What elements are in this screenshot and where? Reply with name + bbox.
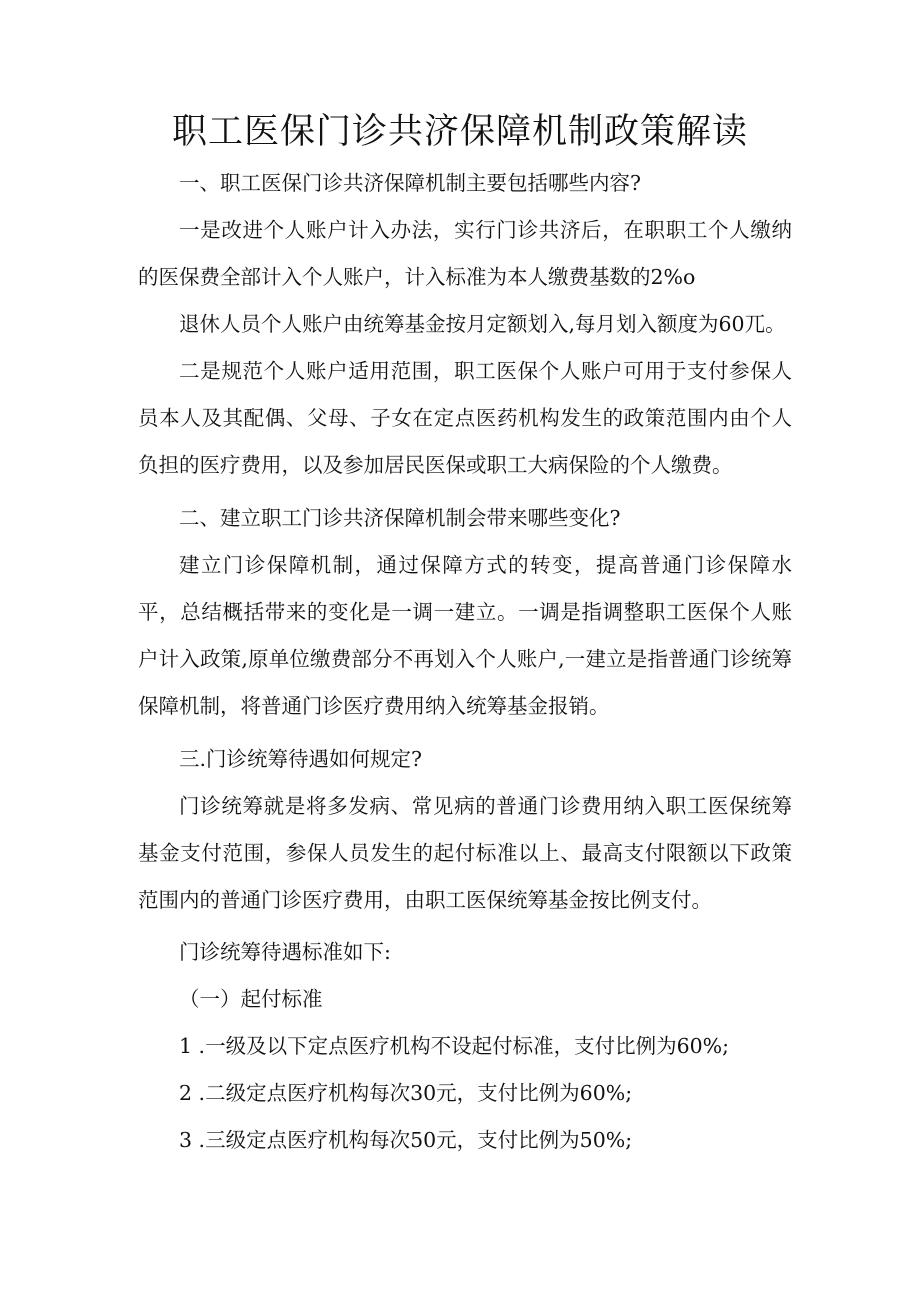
paragraph-standards-intro: 门诊统筹待遇标准如下:	[179, 940, 391, 964]
paragraph-outpatient-pooling: 门诊统筹就是将多发病、常见病的普通门诊费用纳入职工医保统筹基金支付范围，参保人员发生的起付标准以上、最高支付限额以下政策范围内的普通门诊医疗费用，由职工医保统筹基金按比例支付。	[138, 794, 792, 912]
question-1-heading: 一、职工医保门诊共济保障机制主要包括哪些内容?	[179, 171, 641, 195]
document-title: 职工医保门诊共济保障机制政策解读	[171, 112, 748, 152]
paragraph-changes: 建立门诊保障机制，通过保障方式的转变，提高普通门诊保障水平，总结概括带来的变化是一调一建立。一调是指调整职工医保个人账户计入政策,原单位缴费部分不再划入个人账户,一建立是指普通门诊统筹保障机制，将普通门诊医疗费用纳入统筹基金报销。	[138, 553, 792, 718]
section-deductible-heading: （一）起付标准	[179, 987, 323, 1011]
paragraph-retiree-account: 退休人员个人账户由统筹基金按月定额划入,每月划入额度为60兀。	[179, 312, 786, 336]
list-item-level-1: 1 .一级及以下定点医疗机构不设起付标准，支付比例为60%;	[179, 1034, 730, 1058]
list-item-level-3: 3 .三级定点医疗机构每次50元，支付比例为50%;	[179, 1128, 633, 1152]
question-2-heading: 二、建立职工门诊共济保障机制会带来哪些变化?	[179, 506, 621, 530]
question-3-heading: 三.门诊统筹待遇如何规定?	[179, 747, 423, 771]
paragraph-account-scope: 二是规范个人账户适用范围，职工医保个人账户可用于支付参保人员本人及其配偶、父母、子女在定点医药机构发生的政策范围内由个人负担的医疗费用，以及参加居民医保或职工大病保险的个人缴费。	[138, 359, 792, 477]
paragraph-account-method: 一是改进个人账户计入办法，实行门诊共济后，在职职工个人缴纳的医保费全部计入个人账户，计入标准为本人缴费基数的2%o	[138, 218, 792, 289]
list-item-level-2: 2 .二级定点医疗机构每次30元，支付比例为60%;	[179, 1081, 633, 1105]
